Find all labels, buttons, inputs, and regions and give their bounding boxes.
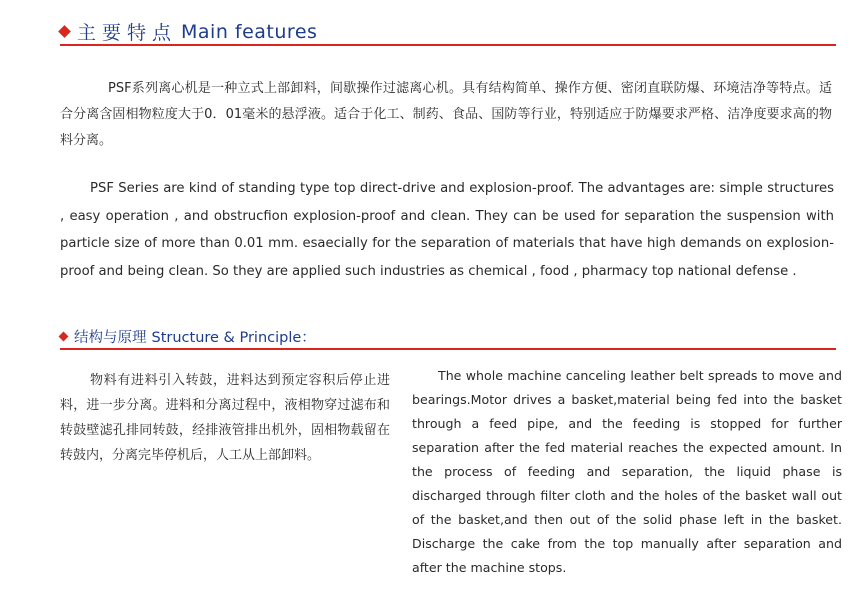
structure-en-paragraph: The whole machine canceling leather belt spreads to move and bearings.Motor drives a basket,material being fed into the basket through a feed pipe, and the feeding is stopped for further separation after the fed material reaches the expected amount. In the process of feeding and separation, the liquid phase is discharged through filter cloth and the holes of the basket wall out of the basket,and then out of the solid phase left in the basket. Discharge the cake from the top manually after separation and after the machine stops. — [412, 368, 842, 575]
structure-divider — [60, 348, 836, 350]
main-features-en-paragraph: PSF Series are kind of standing type top direct-drive and explosion-proof. The advantages are: simple structures , easy operation , and obstrucfion explosion-proof and clean. They can be used for separation the suspension with particle size of more than 0.01 mm. esaecially for the separation of materials that have high demands on explosion-proof and being clean. So they are applied such industries as chemical , food , pharmacy top nationaI defense . — [60, 181, 834, 279]
main-features-heading — [60, 18, 317, 45]
red-diamond-icon — [59, 332, 69, 342]
main-features-title-en: Main features — [181, 20, 318, 43]
structure-title-cn: 结构与原理 — [74, 330, 147, 346]
main-features-title-cn: 主要特点 — [77, 22, 178, 44]
red-diamond-icon — [58, 25, 71, 38]
structure-cn-paragraph: 物料有进料引入转鼓，进料达到预定容积后停止进料，进一步分离。进料和分离过程中，液相物穿过滤布和转鼓壁滤孔排同转鼓，经排液管排出机外，固相物载留在转鼓内，分离完毕停机后，人工从上部卸料。 — [60, 373, 390, 463]
structure-title-en: Structure & Principle： — [151, 330, 316, 346]
structure-heading — [60, 326, 316, 347]
main-features-divider — [60, 44, 836, 46]
main-features-cn-paragraph: PSF系列离心机是一种立式上部卸料，间歇操作过滤离心机。具有结构简单、操作方便、密闭直联防爆、环境洁净等特点。适合分离含固相物粒度大于0．01毫米的悬浮液。适合于化工、制药、食品、国防等行业，特别适应于防爆要求严格、洁净度要求高的物料分离。 — [60, 81, 832, 148]
